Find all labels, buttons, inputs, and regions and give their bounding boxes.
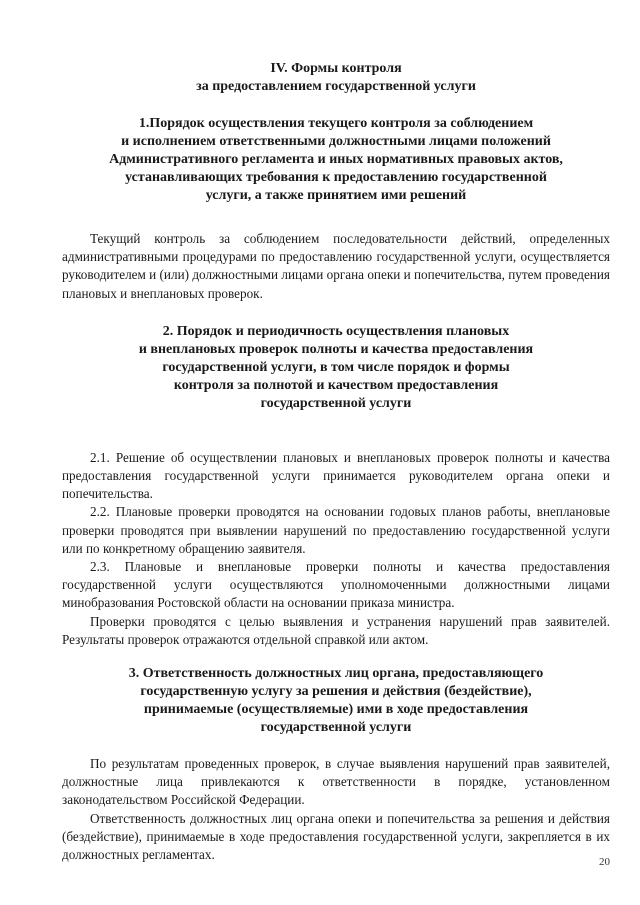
section3-heading-line: 3. Ответственность должностных лиц органа, предоставляющего bbox=[128, 666, 544, 682]
page-number: 20 bbox=[599, 856, 610, 868]
section3-paragraph: Ответственность должностных лиц органа опеки и попечительства за решения и действия (бездействие), принимаемые в ходе предоставления государственной услуги, закрепляется в их должностных регламентах. bbox=[62, 810, 610, 863]
section3-heading-line: принимаемые (осуществляемые) ими в ходе предоставления bbox=[143, 702, 529, 718]
document-page bbox=[62, 60, 610, 864]
chapter-heading-line: IV. Формы контроля bbox=[270, 61, 402, 76]
section2-heading-line: государственной услуги, в том числе порядок и формы bbox=[162, 359, 510, 375]
section3-heading bbox=[62, 665, 610, 737]
section2-paragraph: 2.2. Плановые проверки проводятся на основании годовых планов работы, внеплановые проверки проводятся при выявлении нарушений по предоставлению государственной услуги или по конкретному обращению заявителя. bbox=[62, 504, 610, 556]
section2-paragraph: Проверки проводятся с целью выявления и устранения нарушений прав заявителей. Результаты проверок отражаются отдельной справкой или актом. bbox=[62, 613, 610, 647]
section2-heading-line: 2. Порядок и периодичность осуществления плановых bbox=[162, 323, 510, 339]
section2-paragraph: 2.3. Плановые и внеплановые проверки полноты и качества предоставления государственной услуги осуществляются уполномоченными должностными лицами минобразования Ростовской области на основании приказа министра. bbox=[62, 559, 610, 611]
section2-paragraph: 2.1. Решение об осуществлении плановых и внеплановых проверок полноты и качества предоставления государственной услуги принимается руководителем органа опеки и попечительства. bbox=[62, 449, 610, 502]
section3-heading-line: государственную услугу за решения и действия (бездействие), bbox=[140, 684, 532, 700]
section1-heading-line: 1.Порядок осуществления текущего контроля за соблюдением bbox=[138, 116, 534, 131]
section1-heading-line: и исполнением ответственными должностными лицами положений bbox=[121, 134, 551, 149]
section3-heading-line: государственной услуги bbox=[260, 720, 412, 736]
section1-heading-line: Административного регламента и иных нормативных правовых актов, bbox=[109, 152, 563, 167]
section2-heading-line: государственной услуги bbox=[260, 395, 412, 411]
section3-paragraph: По результатам проведенных проверок, в случае выявления нарушений прав заявителей, должностные лица привлекаются к ответственности в порядке, установленном законодательством Российской Федерации. bbox=[62, 756, 610, 808]
section2-heading-line: контроля за полнотой и качеством предоставления bbox=[173, 377, 499, 393]
chapter-heading bbox=[62, 60, 610, 96]
section1-heading-line: устанавливающих требования к предоставлению государственной bbox=[125, 170, 547, 185]
section1-paragraph: Текущий контроль за соблюдением последовательности действий, определенных административными процедурами по предоставлению государственной услуги, осуществляется руководителем и (или) должностными лицами органа опеки и попечительства, путем проведения плановых и внеплановых проверок. bbox=[62, 231, 610, 301]
section1-heading bbox=[62, 115, 610, 205]
section1-heading-line: услуги, а также принятием ими решений bbox=[205, 188, 467, 203]
section2-heading-line: и внеплановых проверок полноты и качества предоставления bbox=[138, 341, 534, 357]
chapter-heading-line: за предоставлением государственной услуги bbox=[196, 79, 476, 94]
section2-heading bbox=[62, 323, 610, 413]
